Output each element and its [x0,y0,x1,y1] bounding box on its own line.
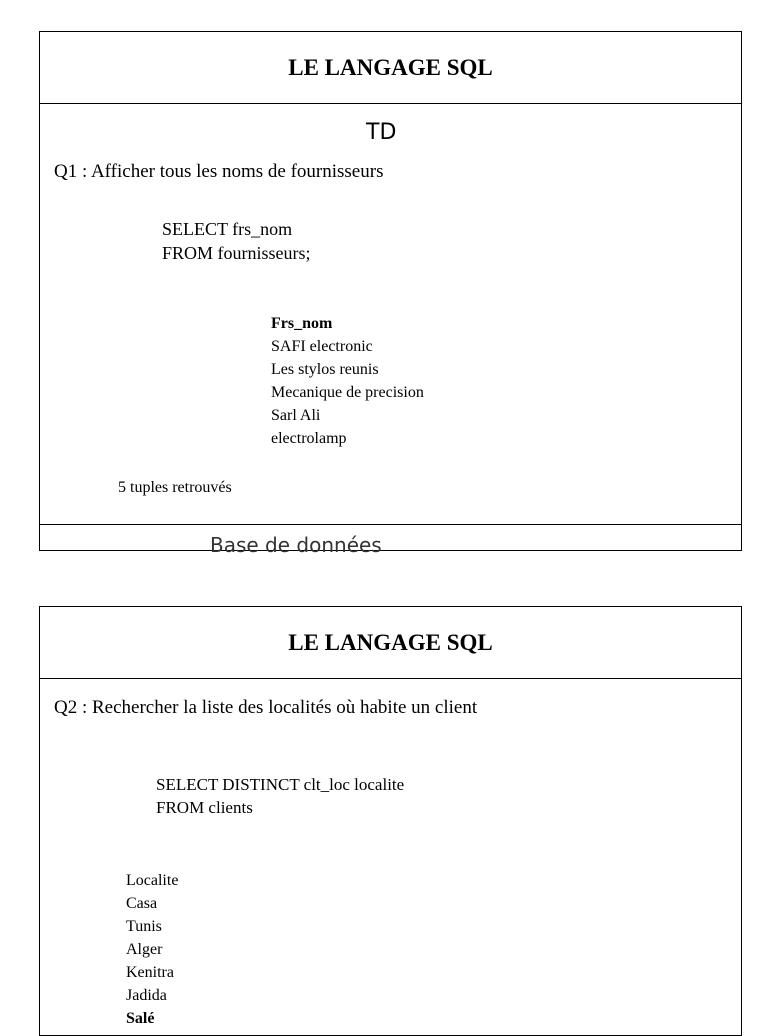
result-row: Casa [126,895,158,912]
sql-line: FROM fournisseurs; [162,243,311,263]
result-row: Mecanique de precision [271,384,424,401]
slide-title: LE LANGAGE SQL [40,32,741,104]
result-row: Salé [126,1010,155,1027]
result-row: Jadida [126,987,167,1004]
sql-line: FROM clients [156,798,253,817]
footer-divider [40,524,741,525]
result-row: Sarl Ali [271,407,321,424]
sql-query [162,217,311,265]
result-row: Tunis [126,918,162,935]
result-row: electrolamp [271,430,347,447]
sql-query [156,773,404,819]
slide-subtitle: TD [366,120,397,145]
result-row: Alger [126,941,163,958]
result-row: Les stylos reunis [271,361,379,378]
result-count: 5 tuples retrouvés [118,479,232,496]
sql-line: SELECT frs_nom [162,219,293,239]
slide-footer: Base de données [210,533,382,557]
result-row: SAFI electronic [271,338,373,355]
slide-title: LE LANGAGE SQL [40,607,741,679]
result-row: Kenitra [126,964,174,981]
result-header: Localite [126,872,179,889]
question-text: Q2 : Rechercher la liste des localités où habite un client [54,697,478,718]
slide-q1 [39,31,742,557]
sql-line: SELECT DISTINCT clt_loc localite [156,775,405,794]
result-table [271,312,424,450]
question-text: Q1 : Afficher tous les noms de fournisseurs [54,161,384,182]
result-header: Frs_nom [271,315,333,332]
result-table [126,869,178,1030]
slide-q2 [39,606,742,1036]
